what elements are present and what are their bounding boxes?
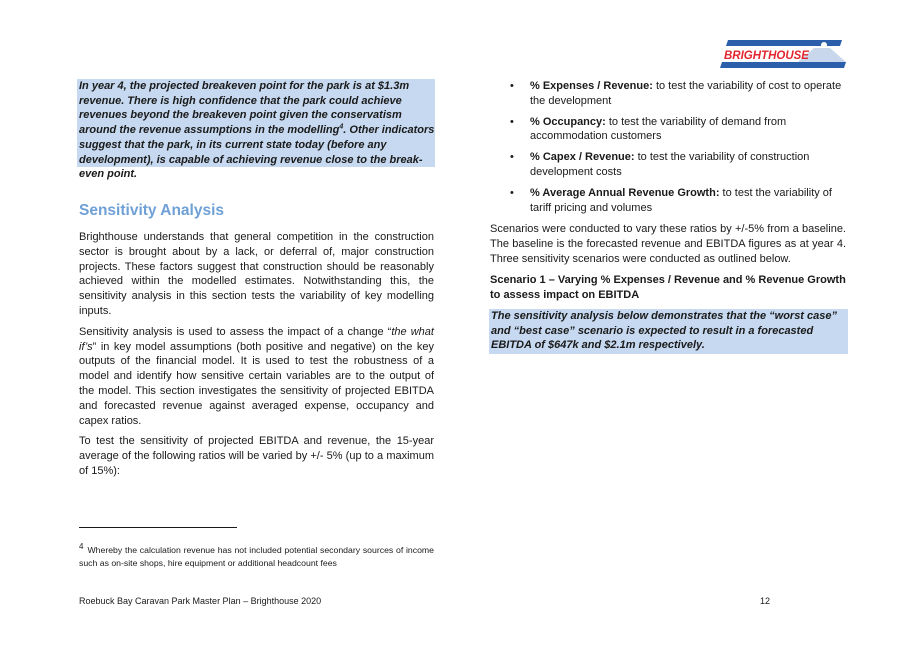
page-number: 12 [760,596,771,606]
footnote-ref[interactable]: 4 [339,123,344,131]
list-item: • % Expenses / Revenue: to test the variability of cost to operate the development [510,80,842,107]
left-body [79,230,434,479]
footnote-text: Whereby the calculation revenue has not included potential secondary sources of income such as on-site shops, hire equipment or additional headcount fees [79,544,434,568]
ratio-list [508,79,848,221]
footnote-divider [79,527,237,528]
section-heading: Sensitivity Analysis [79,202,225,219]
list-item: • % Average Annual Revenue Growth: to test the variability of tariff pricing and volumes [510,186,832,214]
para2-a: Sensitivity analysis is used to assess the impact of a change “ [79,325,392,338]
list-item: • % Capex / Revenue: to test the variability of construction development costs [510,151,810,178]
paragraph-ratios: To test the sensitivity of projected EBITDA and revenue, the 15-year average of the following ratios will be varied by +/- 5% (up to a maximum of 15%): [79,435,434,477]
paragraph-scenarios: Scenarios were conducted to vary these ratios by +/-5% from a baseline. The baseline is the forecasted revenue and EBITDA figures as at year 4. Three sensitivity scenarios were conducted as outlined below. [490,223,846,265]
para2-italic: the what if’s [79,325,434,353]
footer-title: Roebuck Bay Caravan Park Master Plan – Brighthouse 2020 [79,596,322,606]
paragraph-definition [79,325,434,429]
highlight-text-b: . Other indicators suggest that the park, in its current state today (before any development), is capable of achieving revenue close to the break-even point. [79,124,435,181]
footnote [79,540,434,570]
para2-b: ” in key model assumptions (both positive and negative) on the key outputs of the financial model. It is used to test the robustness of a model and identify how sensitive certain variables are to the output of the model. This section investigates the sensitivity of projected EBITDA and forecasted revenue against averaged expense, occupancy and capex ratios. [79,340,434,427]
scenario-title: Scenario 1 – Varying % Expenses / Revenue and % Revenue Growth to assess impact on EBITDA [490,274,846,302]
ebitda-highlight: The sensitivity analysis below demonstrates that the “worst case” and “best case” scenario is expected to result in a forecasted EBITDA of $647k and $2.1m respectively. [489,309,848,354]
brighthouse-logo [718,38,846,70]
logo-text: BRIGHTHOUSE [724,50,809,62]
list-item: • % Occupancy: to test the variability of demand from accommodation customers [510,115,787,143]
footnote-number: 4 [79,542,84,551]
right-body [490,222,846,303]
breakeven-highlight [77,79,435,181]
highlight-text-a: In year 4, the projected breakeven point for the park is at $1.3m revenue. There is high confidence that the park could achieve revenues beyond the breakeven point given the conservatism around the revenue assumptions in the modelling [79,80,410,137]
paragraph-intro: Brighthouse understands that general competition in the construction sector is brought about by a lack, or deferral of, major construction projects. These factors suggest that construction should be reasonably achieved within the modelled estimates. Notwithstanding this, the sensitivity analysis in this section tests the variability of key modelling inputs. [79,231,434,317]
